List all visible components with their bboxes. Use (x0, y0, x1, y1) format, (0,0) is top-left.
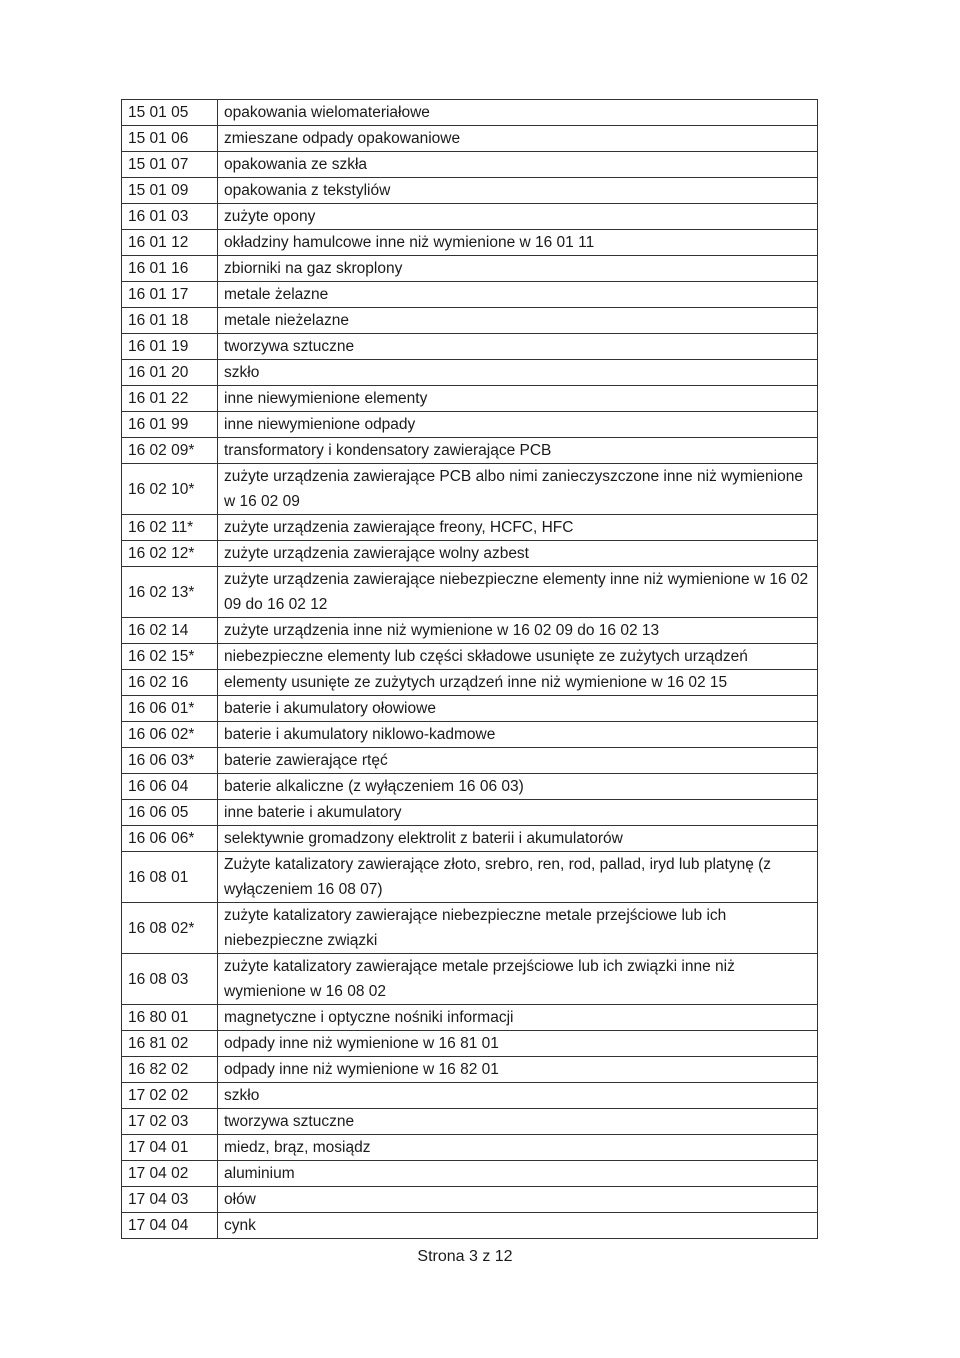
table-row (122, 100, 818, 126)
waste-code-cell: 16 06 04 (122, 774, 218, 800)
waste-code-cell: 17 04 02 (122, 1161, 218, 1187)
waste-description-cell: baterie alkaliczne (z wyłączeniem 16 06 03) (218, 774, 818, 800)
waste-description-cell: zużyte urządzenia zawierające niebezpieczne elementy inne niż wymienione w 16 02 09 do 16 02 12 (218, 567, 818, 618)
table-row (122, 515, 818, 541)
table-row (122, 670, 818, 696)
waste-description-cell: inne niewymienione odpady (218, 412, 818, 438)
waste-code-cell: 16 02 09* (122, 438, 218, 464)
waste-code-cell: 16 01 99 (122, 412, 218, 438)
waste-code-cell: 16 81 02 (122, 1031, 218, 1057)
waste-description-cell: zużyte katalizatory zawierające metale przejściowe lub ich związki inne niż wymienione w 16 08 02 (218, 954, 818, 1005)
waste-code-cell: 16 06 06* (122, 826, 218, 852)
table-row (122, 567, 818, 618)
waste-description-cell: transformatory i kondensatory zawierające PCB (218, 438, 818, 464)
waste-description-cell: szkło (218, 1083, 818, 1109)
table-row (122, 954, 818, 1005)
waste-description-cell: zmieszane odpady opakowaniowe (218, 126, 818, 152)
waste-description-cell: zużyte urządzenia zawierające wolny azbest (218, 541, 818, 567)
table-row (122, 800, 818, 826)
waste-description-cell: opakowania wielomateriałowe (218, 100, 818, 126)
table-row (122, 308, 818, 334)
table-row (122, 282, 818, 308)
table-row (122, 644, 818, 670)
waste-code-cell: 16 08 01 (122, 852, 218, 903)
table-row (122, 541, 818, 567)
waste-description-cell: Zużyte katalizatory zawierające złoto, srebro, ren, rod, pallad, iryd lub platynę (z wyłączeniem 16 08 07) (218, 852, 818, 903)
waste-code-cell: 15 01 07 (122, 152, 218, 178)
waste-description-cell: baterie i akumulatory ołowiowe (218, 696, 818, 722)
waste-description-cell: opakowania ze szkła (218, 152, 818, 178)
waste-description-cell: zużyte urządzenia zawierające PCB albo nimi zanieczyszczone inne niż wymienione w 16 02 09 (218, 464, 818, 515)
table-row (122, 464, 818, 515)
waste-description-cell: aluminium (218, 1161, 818, 1187)
table-row (122, 903, 818, 954)
table-row (122, 334, 818, 360)
table-row (122, 1057, 818, 1083)
waste-description-cell: metale nieżelazne (218, 308, 818, 334)
table-row (122, 152, 818, 178)
table-row (122, 774, 818, 800)
waste-description-cell: inne baterie i akumulatory (218, 800, 818, 826)
table-row (122, 386, 818, 412)
table-row (122, 1213, 818, 1239)
waste-description-cell: zużyte opony (218, 204, 818, 230)
table-row (122, 852, 818, 903)
waste-code-cell: 17 04 03 (122, 1187, 218, 1213)
table-row (122, 696, 818, 722)
waste-code-cell: 16 08 03 (122, 954, 218, 1005)
waste-description-cell: zużyte katalizatory zawierające niebezpieczne metale przejściowe lub ich niebezpieczne związki (218, 903, 818, 954)
waste-description-cell: cynk (218, 1213, 818, 1239)
waste-code-cell: 16 02 16 (122, 670, 218, 696)
table-row (122, 1031, 818, 1057)
table-row (122, 1109, 818, 1135)
waste-code-cell: 16 01 19 (122, 334, 218, 360)
waste-description-cell: metale żelazne (218, 282, 818, 308)
waste-code-cell: 16 01 20 (122, 360, 218, 386)
table-row (122, 1135, 818, 1161)
waste-code-cell: 16 02 13* (122, 567, 218, 618)
waste-code-cell: 16 02 14 (122, 618, 218, 644)
waste-code-cell: 16 82 02 (122, 1057, 218, 1083)
waste-description-cell: zbiorniki na gaz skroplony (218, 256, 818, 282)
waste-description-cell: baterie zawierające rtęć (218, 748, 818, 774)
waste-code-cell: 17 04 04 (122, 1213, 218, 1239)
waste-code-cell: 17 02 03 (122, 1109, 218, 1135)
table-row (122, 360, 818, 386)
waste-description-cell: elementy usunięte ze zużytych urządzeń inne niż wymienione w 16 02 15 (218, 670, 818, 696)
waste-description-cell: odpady inne niż wymienione w 16 82 01 (218, 1057, 818, 1083)
waste-code-cell: 16 01 18 (122, 308, 218, 334)
table-row (122, 438, 818, 464)
waste-description-cell: tworzywa sztuczne (218, 1109, 818, 1135)
waste-code-cell: 16 02 11* (122, 515, 218, 541)
waste-code-cell: 15 01 09 (122, 178, 218, 204)
waste-code-cell: 16 01 12 (122, 230, 218, 256)
waste-description-cell: tworzywa sztuczne (218, 334, 818, 360)
waste-code-cell: 16 06 05 (122, 800, 218, 826)
waste-code-cell: 16 01 17 (122, 282, 218, 308)
waste-codes-table-body (122, 100, 818, 1239)
table-row (122, 748, 818, 774)
waste-code-cell: 15 01 06 (122, 126, 218, 152)
waste-code-cell: 16 02 10* (122, 464, 218, 515)
waste-code-cell: 16 06 02* (122, 722, 218, 748)
waste-code-cell: 16 01 16 (122, 256, 218, 282)
table-row (122, 826, 818, 852)
table-row (122, 722, 818, 748)
table-row (122, 1083, 818, 1109)
table-row (122, 618, 818, 644)
waste-description-cell: zużyte urządzenia zawierające freony, HCFC, HFC (218, 515, 818, 541)
waste-description-cell: niebezpieczne elementy lub części składowe usunięte ze zużytych urządzeń (218, 644, 818, 670)
table-row (122, 1005, 818, 1031)
waste-description-cell: okładziny hamulcowe inne niż wymienione w 16 01 11 (218, 230, 818, 256)
waste-code-cell: 16 01 22 (122, 386, 218, 412)
page-number: Strona 3 z 12 (417, 1248, 513, 1265)
table-row (122, 204, 818, 230)
table-row (122, 412, 818, 438)
waste-code-cell: 17 02 02 (122, 1083, 218, 1109)
waste-description-cell: zużyte urządzenia inne niż wymienione w 16 02 09 do 16 02 13 (218, 618, 818, 644)
table-row (122, 126, 818, 152)
table-row (122, 1187, 818, 1213)
waste-code-cell: 16 02 15* (122, 644, 218, 670)
waste-code-cell: 16 08 02* (122, 903, 218, 954)
waste-description-cell: magnetyczne i optyczne nośniki informacji (218, 1005, 818, 1031)
waste-code-cell: 16 02 12* (122, 541, 218, 567)
waste-description-cell: miedz, brąz, mosiądz (218, 1135, 818, 1161)
table-row (122, 178, 818, 204)
waste-description-cell: baterie i akumulatory niklowo-kadmowe (218, 722, 818, 748)
waste-description-cell: opakowania z tekstyliów (218, 178, 818, 204)
waste-description-cell: odpady inne niż wymienione w 16 81 01 (218, 1031, 818, 1057)
table-row (122, 256, 818, 282)
waste-code-cell: 17 04 01 (122, 1135, 218, 1161)
waste-description-cell: selektywnie gromadzony elektrolit z baterii i akumulatorów (218, 826, 818, 852)
waste-code-cell: 16 80 01 (122, 1005, 218, 1031)
table-row (122, 1161, 818, 1187)
waste-description-cell: ołów (218, 1187, 818, 1213)
waste-code-cell: 15 01 05 (122, 100, 218, 126)
waste-description-cell: inne niewymienione elementy (218, 386, 818, 412)
waste-code-cell: 16 06 01* (122, 696, 218, 722)
waste-code-cell: 16 01 03 (122, 204, 218, 230)
waste-code-cell: 16 06 03* (122, 748, 218, 774)
waste-description-cell: szkło (218, 360, 818, 386)
table-row (122, 230, 818, 256)
waste-codes-table (121, 99, 818, 1239)
